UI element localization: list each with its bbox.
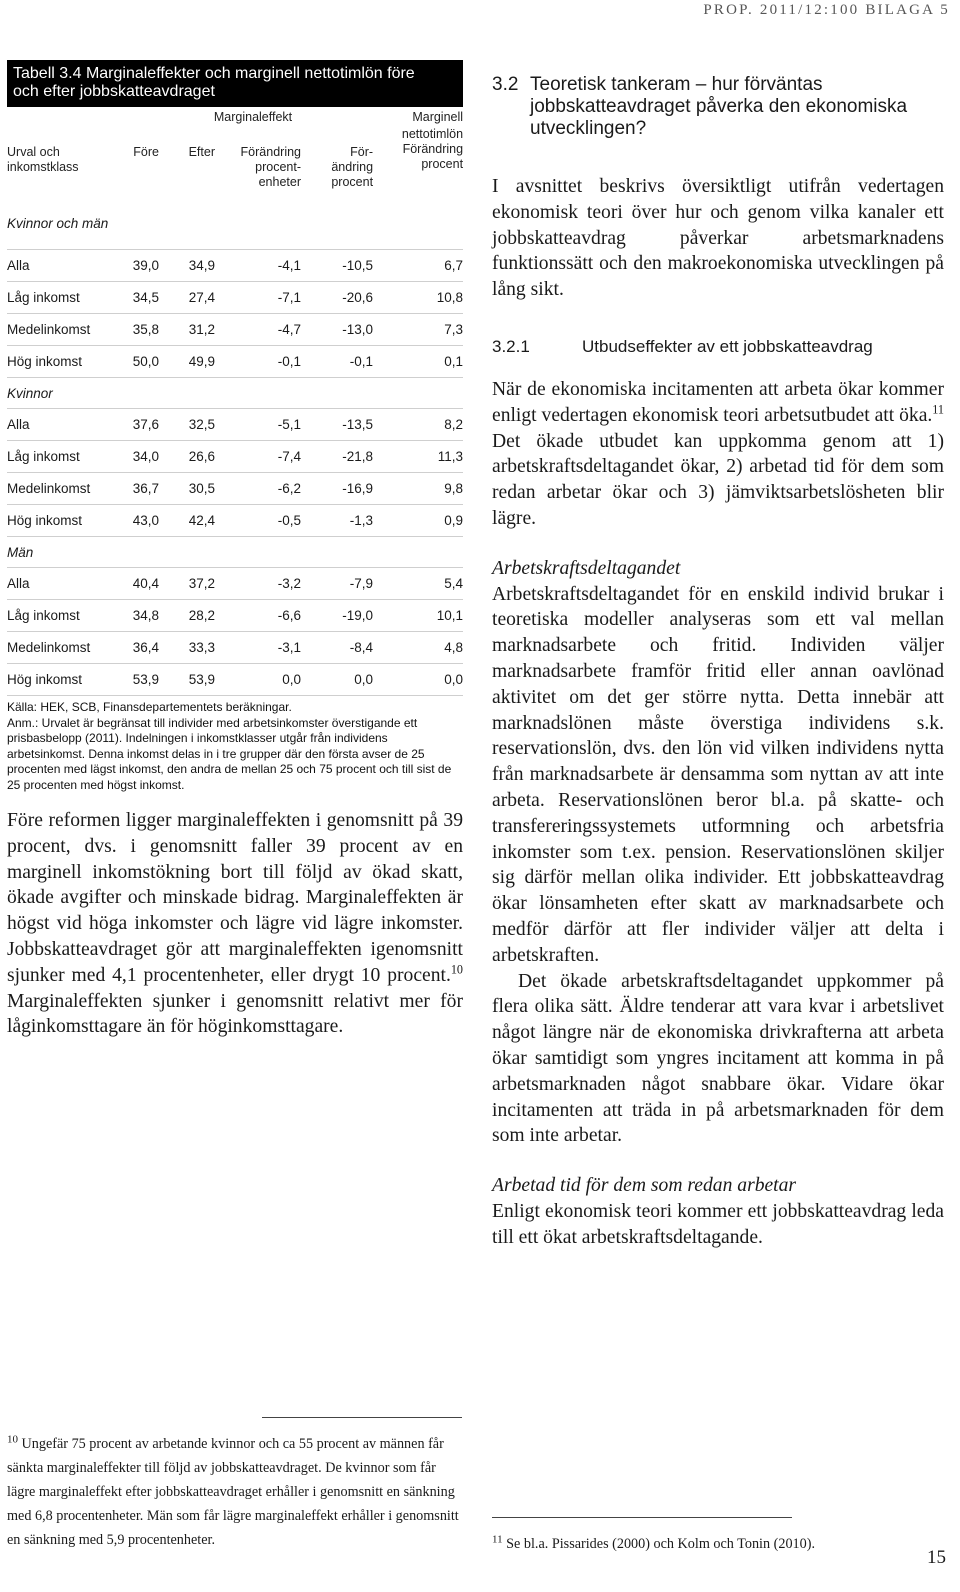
cell-efter: 37,2 — [161, 568, 217, 600]
table-group-label: Män — [7, 537, 463, 568]
table-3-4 — [7, 60, 463, 793]
cell-forandring-procentenheter: -4,7 — [217, 314, 301, 346]
subhead-arbetad-tid: Arbetad tid för dem som redan arbetar — [492, 1175, 797, 1197]
cell-fore: 40,4 — [123, 568, 161, 600]
cell-efter: 30,5 — [161, 473, 217, 505]
row-label: Hög inkomst — [7, 346, 123, 378]
table-title — [7, 60, 463, 107]
cell-nettotimlon-forandring: 7,3 — [373, 314, 463, 346]
subsection-heading — [492, 337, 944, 357]
cell-nettotimlon-forandring: 10,8 — [373, 282, 463, 314]
body-paragraph-text-a: Före reformen ligger marginaleffekten i genomsnitt på 39 procent, dvs. i genomsnitt faller 39 procent av en marginell inkomstökning bort till följd av ökad skatt, ökade avgifter och minskade bidrag. Marginaleffekten är högst vid höga inkomster och lägre vid lägre inkomster. Jobbskatteavdraget gör att marginaleffekten igenomsnitt sjunker med 4,1 procentenheter, eller drygt 10 procent. — [7, 810, 463, 986]
footnote-11 — [492, 1533, 944, 1555]
paragraph-arbetskraft: Arbetskraftsdeltagandet för en enskild individ brukar i teoretiska modeller analyseras som ett val mellan marknadsarbete och fritid. Individen väljer marknadsarbete framför fritid eller annan oavlönad aktivitet om det ger större nytta. Detta innebär att marknadslönen måste överstiga individens s.k. reservationslön, dvs. den lön vid vilken individens nytta från marknadsarbete är densamma som nyttan av att inte arbeta. Reservationslönen beror bl.a. på skatte- och transfereringssystemets utformning och arbetsfria inkomster som t.ex. pension. Reservationslönen skiljer sig därför mellan olika individer. Ett jobbskatteavdrag ökar lönsamheten efter skatt av marknadsarbete och medför därför att fler individer väljer att delta i arbetskraften. — [492, 583, 944, 966]
cell-fore: 43,0 — [123, 505, 161, 537]
cell-nettotimlon-forandring: 9,8 — [373, 473, 463, 505]
section-title: Teoretisk tankeram – hur förväntas jobbskatteavdraget påverka den ekonomiska utvecklingen? — [530, 74, 908, 139]
cell-forandring-procent: 0,0 — [301, 664, 373, 696]
cell-forandring-procent: -16,9 — [301, 473, 373, 505]
col-efter: Efter — [188, 145, 215, 159]
cell-fore: 50,0 — [123, 346, 161, 378]
cell-fore: 36,4 — [123, 632, 161, 664]
cell-forandring-procentenheter: -7,1 — [217, 282, 301, 314]
table-source: Källa: HEK, SCB, Finansdepartementets beräkningar. — [7, 700, 292, 714]
subhead-arbetskraftsdeltagandet: Arbetskraftsdeltagandet — [492, 557, 681, 579]
cell-nettotimlon-forandring: 6,7 — [373, 250, 463, 282]
table-notes — [7, 700, 463, 793]
row-label: Medelinkomst — [7, 632, 123, 664]
table-row — [7, 346, 463, 378]
cell-forandring-procentenheter: -6,6 — [217, 600, 301, 632]
cell-forandring-procent: -7,9 — [301, 568, 373, 600]
section-heading — [492, 74, 944, 140]
row-label: Låg inkomst — [7, 600, 123, 632]
footnote-11-number: 11 — [492, 1533, 503, 1546]
row-label: Alla — [7, 409, 123, 441]
footnote-rule-right — [492, 1517, 792, 1518]
cell-forandring-procentenheter: -3,1 — [217, 632, 301, 664]
footnote-10 — [7, 1432, 465, 1552]
cell-fore: 53,9 — [123, 664, 161, 696]
cell-efter: 32,5 — [161, 409, 217, 441]
col-forandring-pe-1: Förändring — [240, 145, 301, 159]
col-forandring-pe-3: enheter — [258, 175, 301, 189]
subsection-paragraph — [492, 377, 944, 532]
table-note: Anm.: Urvalet är begränsat till individer med arbetsinkomster överstigande ett prisbasbelopp (2011). Indelningen i inkomstklasser utgår från individens arbetsinkomst. Denna inkomst delas in i tre grupper där den första avser de 25 procenten med lägst inkomst, den andra de mellan 25 och 75 procent och till sist de 25 procenten med högst inkomst. — [7, 715, 452, 792]
running-header: PROP. 2011/12:100 BILAGA 5 — [703, 2, 950, 18]
body-paragraph-text-b: Marginaleffekten sjunker i genomsnitt relativt mer för låginkomsttagare än för höginkomsttagare. — [7, 990, 463, 1038]
col-forandring-p-1: För- — [350, 145, 374, 159]
cell-forandring-procent: -8,4 — [301, 632, 373, 664]
left-column-text — [7, 808, 463, 1040]
col-urval-1: Urval och — [7, 145, 60, 159]
table-row — [7, 664, 463, 696]
paragraph-arbetad-tid: Enligt ekonomisk teori kommer ett jobbskatteavdrag leda till ett ökat arbetskraftsdeltagande. — [492, 1200, 944, 1248]
cell-efter: 33,3 — [161, 632, 217, 664]
cell-forandring-procentenheter: -7,4 — [217, 441, 301, 473]
cell-nettotimlon-forandring: 4,8 — [373, 632, 463, 664]
header-nettotimlon-1: Marginell — [412, 110, 464, 124]
section-intro: I avsnittet beskrivs översiktligt utifrån vedertagen ekonomisk teori över hur och genom vilka kanaler ett jobbskatteavdrag påverkar arbetsmarknadens funktionssätt och den makroekonomiska utvecklingen på lång sikt. — [492, 176, 944, 301]
cell-fore: 35,8 — [123, 314, 161, 346]
cell-efter: 28,2 — [161, 600, 217, 632]
cell-forandring-procent: -21,8 — [301, 441, 373, 473]
cell-efter: 27,4 — [161, 282, 217, 314]
col-nett-2: procent — [421, 157, 464, 171]
section-number: 3.2 — [492, 74, 519, 95]
body-paragraph — [7, 808, 463, 1040]
footnote-10-text: Ungefär 75 procent av arbetande kvinnor och ca 55 procent av männen får sänkta marginaleffekter till följd av jobbskatteavdraget. De kvinnor som får lägre marginaleffekt efter jobbskatteavdraget erhåller i genomsnitt en sänkning med 6,8 procentenheter. Män som får lägre marginaleffekt erhåller i genomsnitt en sänkning med 5,9 procentenheter. — [7, 1436, 459, 1548]
cell-forandring-procentenheter: -4,1 — [217, 250, 301, 282]
cell-forandring-procent: -1,3 — [301, 505, 373, 537]
col-urval-2: inkomstklass — [7, 160, 79, 174]
table-grid — [7, 107, 463, 696]
subsection-paragraph-b: Det ökade utbudet kan uppkomma genom att 1) arbetskraftsdeltagandet ökar, 2) arbetad tid för dem som redan arbetar ökar och 3) jämviktsarbetslösheten blir lägre. — [492, 430, 944, 529]
cell-fore: 34,5 — [123, 282, 161, 314]
table-group-row — [7, 378, 463, 409]
table-row — [7, 505, 463, 537]
table-title-line-1: Tabell 3.4 Marginaleffekter och marginell nettotimlön före — [13, 65, 415, 82]
cell-fore: 36,7 — [123, 473, 161, 505]
table-group-row — [7, 537, 463, 568]
row-label: Hög inkomst — [7, 505, 123, 537]
cell-forandring-procentenheter: -0,5 — [217, 505, 301, 537]
cell-efter: 31,2 — [161, 314, 217, 346]
cell-forandring-procent: -19,0 — [301, 600, 373, 632]
table-group-label: Kvinnor — [7, 378, 463, 409]
table-row — [7, 473, 463, 505]
row-label: Låg inkomst — [7, 282, 123, 314]
table-header-group-row — [7, 107, 463, 127]
page-number: 15 — [927, 1547, 946, 1568]
table-row — [7, 250, 463, 282]
cell-fore: 34,8 — [123, 600, 161, 632]
cell-efter: 53,9 — [161, 664, 217, 696]
col-forandring-p-2: ändring — [331, 160, 374, 174]
right-column — [492, 74, 944, 1250]
footnote-ref-10: 10 — [450, 962, 463, 977]
row-label: Låg inkomst — [7, 441, 123, 473]
cell-fore: 39,0 — [123, 250, 161, 282]
cell-efter: 34,9 — [161, 250, 217, 282]
row-label: Medelinkomst — [7, 473, 123, 505]
cell-fore: 37,6 — [123, 409, 161, 441]
footnote-ref-11: 11 — [932, 402, 944, 417]
subsection-number: 3.2.1 — [492, 336, 530, 356]
table-header-row — [7, 127, 463, 199]
table-row — [7, 632, 463, 664]
cell-nettotimlon-forandring: 10,1 — [373, 600, 463, 632]
cell-nettotimlon-forandring: 0,1 — [373, 346, 463, 378]
table-row — [7, 314, 463, 346]
table-row — [7, 409, 463, 441]
cell-forandring-procentenheter: -0,1 — [217, 346, 301, 378]
cell-efter: 42,4 — [161, 505, 217, 537]
cell-forandring-procent: -0,1 — [301, 346, 373, 378]
table-body — [7, 199, 463, 696]
paragraph-okade-deltagande: Det ökade arbetskraftsdeltagandet uppkommer på flera olika sätt. Äldre tenderar att vara kvar i arbetslivet något längre när de ekonomiska drivkrafterna att arbeta ökar samtidigt som yngres incitament att komma in på arbetsmarknaden något snabbare ökar. Vidare ökar incitamenten att träda in på arbetsmarknaden för dem som inte arbetar. — [492, 970, 944, 1147]
header-marginaleffekt: Marginaleffekt — [213, 110, 293, 124]
footnote-11-text: Se bl.a. Pissarides (2000) och Kolm och Tonin (2010). — [506, 1536, 816, 1552]
cell-nettotimlon-forandring: 5,4 — [373, 568, 463, 600]
footnote-rule-left — [262, 1417, 462, 1418]
subsection-paragraph-a: När de ekonomiska incitamenten att arbeta ökar kommer enligt vedertagen ekonomisk teori arbetsutbudet att öka. — [492, 378, 944, 426]
cell-nettotimlon-forandring: 0,9 — [373, 505, 463, 537]
row-label: Medelinkomst — [7, 314, 123, 346]
col-forandring-p-3: procent — [331, 175, 374, 189]
cell-efter: 49,9 — [161, 346, 217, 378]
cell-forandring-procentenheter: 0,0 — [217, 664, 301, 696]
cell-forandring-procentenheter: -5,1 — [217, 409, 301, 441]
table-title-line-2: och efter jobbskatteavdraget — [13, 83, 215, 100]
cell-forandring-procent: -20,6 — [301, 282, 373, 314]
header-nettotimlon-2: nettotimlön — [401, 127, 464, 141]
cell-nettotimlon-forandring: 11,3 — [373, 441, 463, 473]
col-forandring-pe-2: procent- — [255, 160, 301, 174]
table-group-label: Kvinnor och män — [7, 199, 463, 250]
cell-forandring-procent: -13,0 — [301, 314, 373, 346]
table-row — [7, 282, 463, 314]
row-label: Alla — [7, 250, 123, 282]
cell-forandring-procent: -13,5 — [301, 409, 373, 441]
cell-nettotimlon-forandring: 0,0 — [373, 664, 463, 696]
cell-efter: 26,6 — [161, 441, 217, 473]
row-label: Alla — [7, 568, 123, 600]
cell-nettotimlon-forandring: 8,2 — [373, 409, 463, 441]
cell-forandring-procentenheter: -6,2 — [217, 473, 301, 505]
table-row — [7, 600, 463, 632]
table-row — [7, 441, 463, 473]
row-label: Hög inkomst — [7, 664, 123, 696]
col-nett-1: Förändring — [402, 142, 464, 156]
cell-fore: 34,0 — [123, 441, 161, 473]
cell-forandring-procent: -10,5 — [301, 250, 373, 282]
subsection-title: Utbudseffekter av ett jobbskatteavdrag — [582, 336, 873, 356]
col-fore: Före — [133, 145, 159, 159]
footnote-10-number: 10 — [7, 1433, 18, 1446]
table-row — [7, 568, 463, 600]
cell-forandring-procentenheter: -3,2 — [217, 568, 301, 600]
table-group-row — [7, 199, 463, 250]
